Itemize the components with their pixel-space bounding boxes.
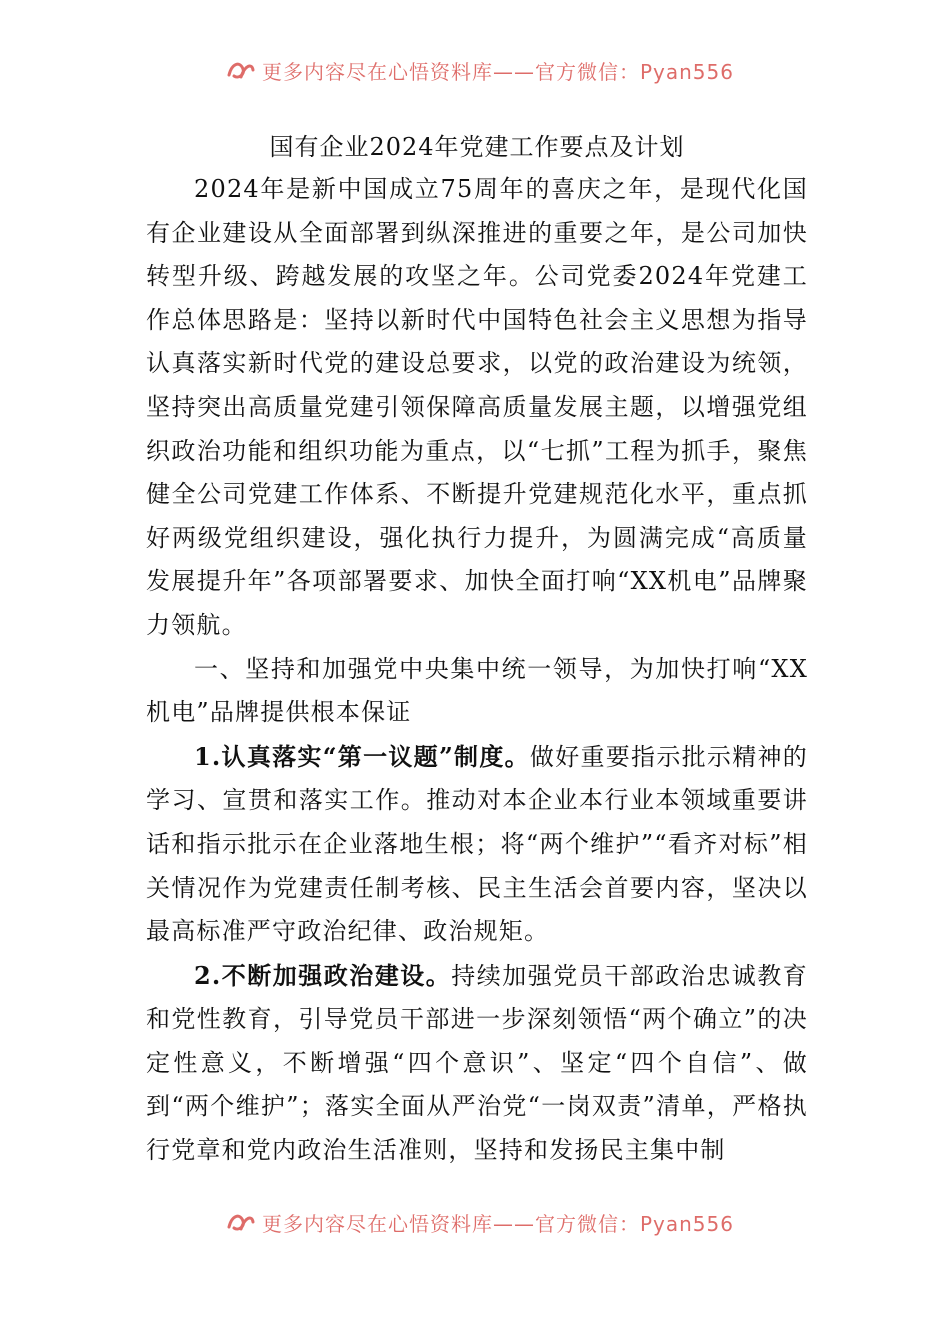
document-body — [146, 126, 808, 1173]
header-watermark — [0, 50, 950, 90]
item-heading-1: 1.认真落实“第一议题”制度。 — [194, 741, 530, 771]
section-heading: 一、坚持和加强党中央集中统一领导，为加快打响“XX机电”品牌提供根本保证 — [146, 654, 808, 727]
intro-paragraph: 2024年是新中国成立75周年的喜庆之年，是现代化国有企业建设从全面部署到纵深推进的重要之年，是公司加快转型升级、跨越发展的攻坚之年。公司党委2024年党建工作总体思路是：坚持以新时代中国特色社会主义思想为指导认真落实新时代党的建设总要求，以党的政治建设为统领，坚持突出高质量党建引领保障高质量发展主题，以增强党组织政治功能和组织功能为重点，以“七抓”工程为抓手，聚焦健全公司党建工作体系、不断提升党建规范化水平，重点抓好两级党组织建设，强化执行力提升，为圆满完成“高质量发展提升年”各项部署要求、加快全面打响“XX机电”品牌聚力领航。 — [146, 175, 808, 639]
item-body-1: 做好重要指示批示精神的学习、宣贯和落实工作。推动对本企业本行业本领域重要讲话和指示批示在企业落地生根；将“两个维护”“看齐对标”相关情况作为党建责任制考核、民主生活会首要内容，坚决以最高标准严守政治纪律、政治规矩。 — [146, 742, 808, 946]
watermark-text-footer: 更多内容尽在心悟资料库——官方微信：Pyan556 — [261, 1211, 734, 1236]
document-title: 国有企业2024年党建工作要点及计划 — [269, 133, 685, 161]
footer-watermark — [0, 1202, 950, 1242]
watermark-group — [226, 56, 734, 85]
item-paragraph-1 — [146, 735, 808, 954]
logo-icon — [226, 59, 256, 81]
watermark-text: 更多内容尽在心悟资料库——官方微信：Pyan556 — [261, 59, 734, 84]
item-paragraph-2 — [146, 954, 808, 1173]
logo-icon — [226, 1211, 256, 1233]
item-heading-2: 2.不断加强政治建设。 — [194, 960, 452, 990]
watermark-group-footer — [226, 1208, 734, 1237]
item-body-2: 持续加强党员干部政治忠诚教育和党性教育，引导党员干部进一步深刻领悟“两个确立”的决定性意义，不断增强“四个意识”、坚定“四个自信”、做到“两个维护”；落实全面从严治党“一岗双责”清单，严格执行党章和党内政治生活准则，坚持和发扬民主集中制 — [146, 961, 808, 1165]
